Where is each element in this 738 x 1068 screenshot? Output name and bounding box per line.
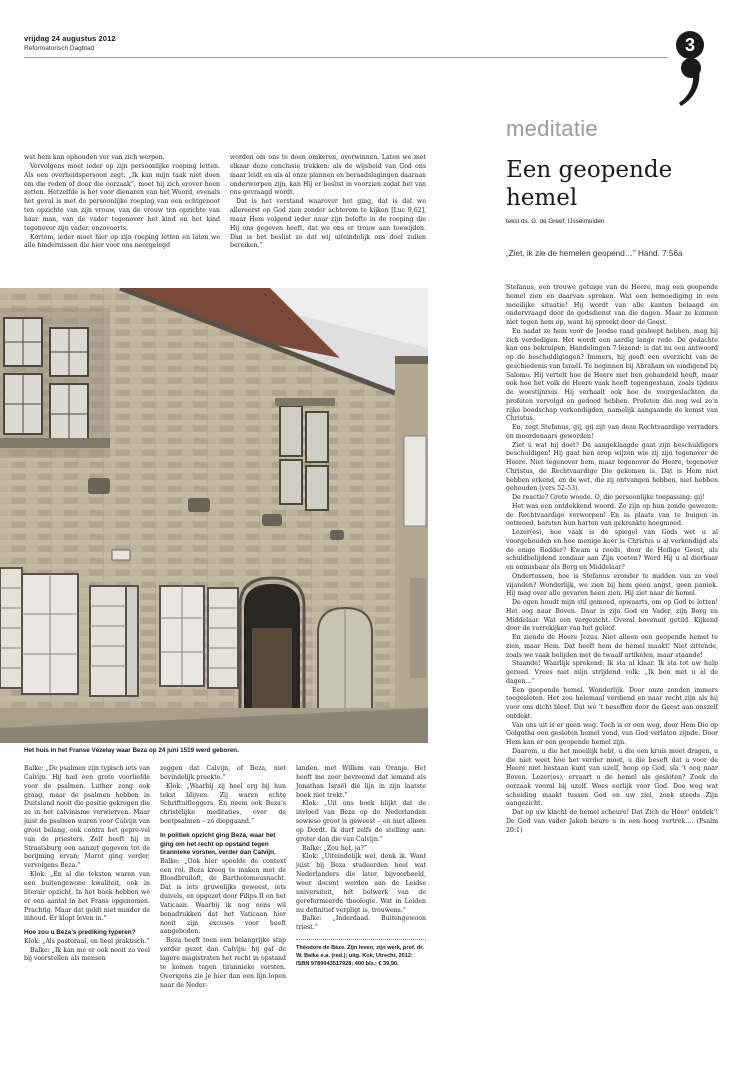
page-number-badge: 3	[676, 31, 704, 59]
house-photo	[0, 288, 428, 743]
meditation-body	[506, 284, 718, 835]
meditation-headline: Een geopende hemel	[506, 157, 673, 211]
paragraph: Het was een ontdekkend woord. Ze zijn op hun zonde gewezen: de Rechtvaardige verworpen! En in plaats van te buigen in ootmoed, barsten hun harten van gekrenkte hoogmoed.	[506, 502, 718, 528]
paragraph: De ogen houdt mijn stil gemoed, opwaarts, om op God te letten! Het oog naar Boven. Daar is zijn God en Vader, zijn Borg en Middelaar. Wat een vergezicht. Overal bovenuit getild. Kijkend door de verrekijker van het geloof.	[506, 599, 718, 633]
paragraph: Klok: „Uiteindelijk wel, denk ik. Want juist bij Beza studeerden heel wat Nederlanders die later, bijvoorbeeld, weer docent werden aan de Leidse universiteit, hét bolwerk van de gereformeerde theologie. Wat in Leiden nu definitief verpligt is, trouwens.”	[296, 853, 426, 914]
paragraph: zeggen dat Calvijn, of Beza, niet bevindelijk preekte.”	[160, 765, 286, 781]
comma-logo-icon	[675, 56, 707, 108]
paragraph: Beza heeft toen een belangrijke stap verder gezet dan Calvijn: hij gaf de lagere magistraten het recht in opstand te komen tegen tirannieke vorsten. Overigens zie je hier dan een lijn lopen naar de Neder-	[160, 937, 286, 989]
paragraph: Klok: „Uit ons boek blijkt dat de invloed van Beza op de Nederlanden sowieso groot is geweest – en niet alleen op Dordt. Ik durf zelfs de stelling aan: groter dan die van Calvijn.”	[296, 800, 426, 843]
photo-caption: Het huis in het Franse Vézelay waar Beza op 24 juni 1519 werd geboren.	[24, 747, 239, 754]
paragraph: Klok: „Als pastoraal, en heel praktisch.”	[24, 937, 150, 945]
paragraph: Klok: „Waarbij zij heel erg bij hun tekst blijven. Zij waren echte Schriftuitleggers. En neem ook Beza’s christelijke meditaties, over de boetpsalmen – zó diepgaand.”	[160, 782, 286, 826]
page-date: vrijdag 24 augustus 2012	[24, 34, 116, 43]
paragraph: Ondertussen, hoe is Stefanus eronder te midden van zo veel vijanden? Wonderlijk, we zien bij hem geen angst, geen paniek. Hij mag over alle gevaren heen zien. Hij ziet naar de hemel.	[506, 572, 718, 598]
paragraph: Balke: „Inderdaad. Buitengewoon triest.”	[296, 915, 426, 932]
paragraph: Een geopende hemel. Wonderlijk. Door onze zonden immers toegesloten. Het zou helemaal verdiend en naar recht zijn als hij voor ons dicht bleef. Dat we ’t beseffen door de Geest aan onszelf ontdekt.	[506, 686, 718, 720]
interview-question: Hoe zou u Beza’s prediking typeren?	[24, 929, 136, 937]
book-note-divider	[296, 939, 426, 940]
paragraph: En ziende de Heere Jezus. Niet alleen een geopende hemel te zien, maar Hem. Dat heeft hem de hemel maakt! Niet zittende, zoals we vaak belijden met de twaalf artikelen, maar staande!	[506, 634, 718, 659]
paragraph: wat hem kan ophouden ver van zich werpen.	[24, 154, 165, 161]
byline: tekst ds. G. de Greef, IJsselmuiden	[506, 218, 605, 225]
book-note: Théodore de Bèze. Zijn leven, zijn werk, prof. dr. W. Balke e.a. (red.); uitg. Kok, Utrecht, 2012; ISBN 9789043517928; 400 blz.; € 39,90.	[296, 945, 424, 968]
paragraph: Balke: „Ook hier speelde de context een rol. Beza kreeg te maken met de Bloedbruiloft, de Bartholomeusnacht. Dat is iets gruwelijks geweest, iets duivels, en opgezet door Filips II en het Vaticaan. Waarbij ik nog eens wil benadrukken dat het Vaticaan hier nooit zijn excuses voor heeft aangeboden.	[160, 857, 286, 936]
paragraph: En nadat ze hem voor de Joodse raad gesleept hebben, mag hij zich verdedigen. Het wordt een aardig lange rede. De gedachte kan ons bekruipen, Handelingen 7 lezend: is dat nu een antwoord op de beschuldigingen? Immers, hij geeft een overzicht van de geschiedenis van Israël. Te beginnen bij Abraham en eindigend bij Salomo. Hij vertelt hoe de Heere met hen gehandeld heeft, maar ook hoe het volk de Heere vaak heeft tegengestaan, zoals tijdens de woestijnreis. Hij verhaalt ook hoe de voorgeslachten de profeten vervolgd en gedood hebben. Profeten die nog wel zo’n rijke boodschap verkondigden, namelijk aangaande de komst van Christus.	[506, 327, 718, 423]
paragraph: Balke: „De psalmen zijn typisch iets van Calvijn. Hij had een grote voorliefde voor de psalmen. Luther zong ook graag, maar de psalmen hebben in Duitsland nooit die positie gekregen die ze in het calvinisme verwierven. Maar juist de psalmen waren voor Calvijn van groot belang, ook contra het gepre-vel van de priesters. Zelf heeft hij in Straatsburg een aanzet gegeven tot de berijming ervan; Marot ging verder, vervolgens Beza.”	[24, 765, 150, 870]
interview-col-1	[24, 765, 150, 964]
interview-col-3	[296, 765, 426, 968]
paragraph: Klok: „En al die teksten waren van een buitengewone kwaliteit, ook in literair opzicht. In het boek hebben we er een aantal in het Frans opgenomen. Prachtig. Maar dat geldt niet minder de inhoud. Er klopt leven in.”	[24, 871, 150, 923]
paragraph: Staande! Waarlijk sprekend: Ik sta al klaar. Ik sta tot uw hulp gereed. Vrees niet mijn strijdend volk: „Ik ben met u al de dagen…”	[506, 660, 718, 685]
paragraph: landen, met Willem van Oranje. Het heeft me zeer bevreemd dat iemand als Jonathan Israël dié lijn in zijn laatste boek niet trekt.”	[296, 765, 426, 799]
bible-quote: „Ziet, ik zie de hemelen geopend…” Hand. 7:56a	[506, 249, 683, 258]
top-article-col-right	[230, 154, 426, 251]
paragraph: De reactie? Grote woede. O, die persoonlijke toepassing: gij!	[512, 494, 705, 501]
paragraph: worden om ons te doen omkeren, overwinnen. Laten we met elkaar deze conclusie trekken: als de wijsheid van God ons maar leidt en als al onze plannen en beraadslagingen daaraan onderworpen zijn, kan Hij er beslist in voorzien zodat het van ons gevraagd wordt.	[230, 154, 426, 197]
paragraph: Van ons uit is er geen weg. Toch is er een weg, door Hem Die op Golgotha een gesloten hemel vond, van God verlaten zijnde. Door Hem kan er een geopende hemel zijn.	[506, 721, 718, 746]
paragraph: Ziet u wat hij doet? De aangeklaagde gaat zijn beschuldigers beschuldigen! Hij gaat hen erop wijzen wie zij zijn tegenover de Heere. Niet tegenover hem, maar tegenover de Heere, tegenover Christus, de Rechtvaardige Die gekomen is. Dat is Hem niet hebben erkend, en de wet, die zij ontvangen hebben, niet hebben gehouden (vers 52-53).	[506, 441, 718, 493]
paragraph: Daarom, u die het moeilijk hebt, u die een kruis moet dragen, u die niet weet hoe het verder moet, u die beseft dat u voor de Heere niet bestaan kunt van uzelf, hoop op God, sla ’t oog naar Boven. Lezer(es), ervaart u de hemel als gesloten? Zoek de oorzaak vooral bij uzelf. Wees eerlijk voor God. Doe weg wat scheiding maakt tussen God en uw ziel, zoek steeds Zijn aangezicht.	[506, 747, 718, 808]
paragraph: Vervolgens moet ieder op zijn persoonlijke roeping letten. Als een overheidspersoon zegt: „Ik kan mijn taak niet doen om die reden of door die oorzaak”, moet hij zich erover heen zetten. Hetzelfde is het voor dienaren van het Woord, evenals het geval is met de persoonlijke roeping van een echtgenoot ten opzichte van zijn vrouw, van de vrouw ten opzichte van haar man, van de vader tegenover het kind en het kind tegenover zijn vader, enzovoorts.	[24, 162, 220, 232]
paragraph: Kortom, ieder moet hier op zijn roeping letten en laten we alle hindernissen die hier voor ons neergelegd	[24, 233, 220, 250]
top-article-col-left	[24, 154, 220, 251]
paragraph: Balke: „Ik kan me er ook nooit zo veel bij voorstellen als mensen	[24, 946, 150, 963]
paragraph: Balke: „Zou het, ja?”	[302, 844, 368, 852]
paragraph: Stefanus, een trouwe getuige van de Heere, mag een geopende hemel zien en daarvan spreken. Wat een bemoediging in een moeilijke situatie! Hij wordt van alle kanten belaagd en ondervraagd door de godsdienst van die dagen. Maar ze kunnen niet tegen hem op, want hij spreekt door de Geest.	[506, 284, 718, 326]
interview-question: In politiek opzicht ging Beza, waar het ging om het recht op opstand tegen tirannieke vorsten, verder dan Calvijn.	[160, 831, 276, 857]
section-title: meditatie	[506, 116, 598, 141]
paragraph: Dat is het verstand waarover het ging, dat is dat we allereerst op God zien zonder achterom te kijken [Luc 9,62], maar Hem volgend ieder naar zijn belofte in de roeping die Hij ons gegeven heeft, dat we ons er trouw aan toewijden. Dan is het beslist zo dat wij uiteindelijk ons doel zullen bereiken.”	[230, 198, 426, 250]
interview-col-2	[160, 765, 286, 990]
house-illustration	[0, 288, 428, 743]
header-divider	[24, 57, 668, 58]
paragraph: En, zegt Stefanus, gij, gij zijt van deze Rechtvaardige verraders en moordenaars geworden!	[506, 424, 718, 440]
paragraph: Lezer(es), hoe vaak is de spiegel van Gods wet u al voorgehouden en hoe menige keer is Christus u al verkondigd als de enige Redder? Kwam u reeds, door de Heilige Geest, als schuldbelijdend zondaar aan Zijn voeten? Werd Hij u al dierbaar en onmisbaar als Borg en Middelaar?	[506, 529, 718, 571]
psalm-quote: Dat op uw klacht de hemel scheure! Dat Zich de Heer’ ontdek’! De God van vader Jakob beure u in een hoog vertrek…. (Psalm 20:1)	[506, 809, 718, 834]
newspaper-name: Reformatorisch Dagblad	[24, 45, 95, 52]
